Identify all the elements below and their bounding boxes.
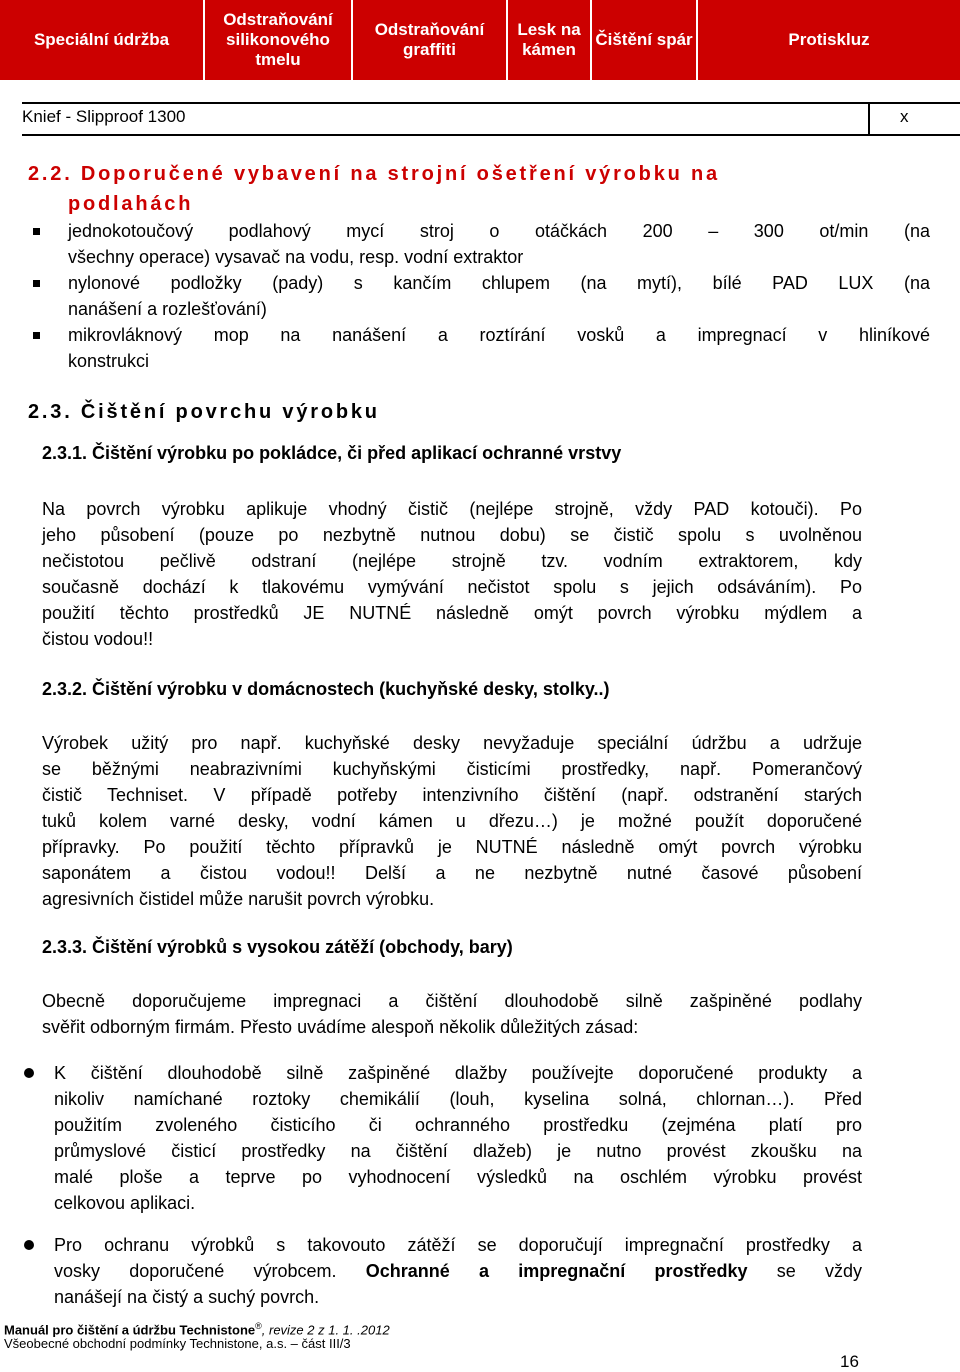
- list-item: nylonové podložky (pady) s kančím chlupem (na mytí), bílé PAD LUX (na: [68, 273, 930, 293]
- tab-silicone-removal[interactable]: Odstraňování silikonového tmelu: [205, 0, 353, 80]
- page-number: 16: [840, 1352, 859, 1371]
- footer-manual-line: Manuál pro čištění a údržbu Technistone®, revize 2 z 1. 1. .2012: [4, 1321, 390, 1338]
- paragraph-line: Obecně doporučujeme impregnaci a čištění dlouhodobě silně zašpiněné podlahy: [42, 991, 862, 1011]
- list-item-cont: nanášení a rozlešťování): [68, 299, 267, 319]
- paragraph-line: Výrobek užitý pro např. kuchyňské desky nevyžaduje speciální údržbu a udržuje: [42, 733, 862, 753]
- bullet-line: K čištění dlouhodobě silně zašpiněné dlažby používejte doporučené produkty a: [54, 1063, 862, 1083]
- paragraph-line: použití těchto prostředků JE NUTNÉ následně omýt povrch výrobku mýdlem a: [42, 603, 862, 623]
- section-2-3-title: 2.3. Čištění povrchu výrobku: [28, 401, 380, 423]
- section-2-2-title: 2.2. Doporučené vybavení na strojní ošetření výrobku na: [28, 163, 720, 185]
- paragraph-line: jeho působení (pouze po nezbytně nutnou dobu) se čistič spolu s uvolněnou: [42, 525, 862, 545]
- product-label: Knief - Slipproof 1300: [22, 107, 186, 126]
- paragraph-line: Na povrch výrobku aplikuje vhodný čistič (nejlépe strojně, vždy PAD kotouči). Po: [42, 499, 862, 519]
- paragraph-line: přípravky. Po použití těchto přípravků je NUTNÉ následně omýt povrch výrobku: [42, 837, 862, 857]
- footer-terms-line: Všeobecné obchodní podmínky Technistone, a.s. – část III/3: [4, 1336, 351, 1351]
- tab-joint-cleaning[interactable]: Čištění spár: [592, 0, 698, 80]
- subsection-2-3-3-title: 2.3.3. Čištění výrobků s vysokou zátěží (obchody, bary): [42, 937, 513, 957]
- list-item-cont: konstrukci: [68, 351, 150, 371]
- tab-graffiti-removal[interactable]: Odstraňování graffiti: [353, 0, 508, 80]
- bullet-square: [33, 332, 40, 339]
- list-item: jednokotoučový podlahový mycí stroj o otáčkách 200 – 300 ot/min (na: [68, 221, 930, 241]
- tab-anti-slip[interactable]: Protiskluz: [788, 30, 870, 49]
- bullet-line: nanášejí na čistý a suchý povrch.: [54, 1287, 320, 1307]
- bullet-line: vosky doporučené výrobcem. Ochranné a impregnační prostředky se vždy: [54, 1261, 862, 1281]
- paragraph-line: současně dochází k tlakovému vymývání nečistot spolu s jejich odsáváním). Po: [42, 577, 862, 597]
- header-bar: [0, 0, 960, 80]
- bullet-line: nikoliv namíchané roztoky chemikálií (louh, kyselina solná, chlornan…). Před: [54, 1089, 862, 1109]
- paragraph-line: saponátem a čistou vodou!! Delší a ne nezbytně nutné časové působení: [42, 863, 862, 883]
- bullet-square: [33, 228, 40, 235]
- bullet-line: použitím zvoleného čisticího či ochranného prostředku (zejména platí pro: [54, 1115, 862, 1135]
- product-row: [0, 80, 960, 136]
- bullet-line: průmyslové čisticí prostředky na čištění dlažeb) je nutno provést zkoušku na: [54, 1141, 862, 1161]
- subsection-2-3-1-title: 2.3.1. Čištění výrobku po pokládce, či před aplikací ochranné vrstvy: [42, 443, 622, 463]
- bullet-line: malé ploše a teprve po vyhodnocení výsledků na oschlém výrobku provést: [54, 1167, 862, 1187]
- paragraph-line: čistič Techniset. V případě potřeby intenzivního čištění (např. odstranění starých: [42, 785, 862, 805]
- list-item-cont: všechny operace) vysavač na vodu, resp. vodní extraktor: [68, 247, 524, 267]
- tab-stone-gloss[interactable]: Lesk na kámen: [508, 0, 592, 80]
- bullet-square: [33, 280, 40, 287]
- paragraph-line: se běžnými neabrazivními kuchyňskými čisticími prostředky, např. Pomerančový: [42, 759, 862, 779]
- bullet-dot: [24, 1068, 34, 1078]
- product-mark: x: [900, 107, 909, 126]
- paragraph-line: agresivních čistidel může narušit povrch výrobku.: [42, 889, 435, 909]
- paragraph-line: tuků kolem varné desky, vodní kámen u dřezu…) je možné použít doporučené: [42, 811, 862, 831]
- paragraph-line: nečistotou pečlivě odstraní (nejlépe strojně tzv. vodním extraktorem, kdy: [42, 551, 862, 571]
- bullet-line: celkovou aplikaci.: [54, 1193, 196, 1213]
- paragraph-line: čistou vodou!!: [42, 629, 154, 649]
- subsection-2-3-2-title: 2.3.2. Čištění výrobku v domácnostech (kuchyňské desky, stolky..): [42, 679, 610, 699]
- list-item: mikrovláknový mop na nanášení a roztírání vosků a impregnací v hliníkové: [68, 325, 930, 345]
- bullet-dot: [24, 1240, 34, 1250]
- bullet-line: Pro ochranu výrobků s takovouto zátěží se doporučují impregnační prostředky a: [54, 1235, 862, 1255]
- section-2-2-title-cont: podlahách: [68, 193, 194, 215]
- paragraph-line: svěřit odborným firmám. Přesto uvádíme alespoň několik důležitých zásad:: [42, 1017, 639, 1037]
- tab-special-maintenance[interactable]: Speciální údržba: [0, 0, 205, 80]
